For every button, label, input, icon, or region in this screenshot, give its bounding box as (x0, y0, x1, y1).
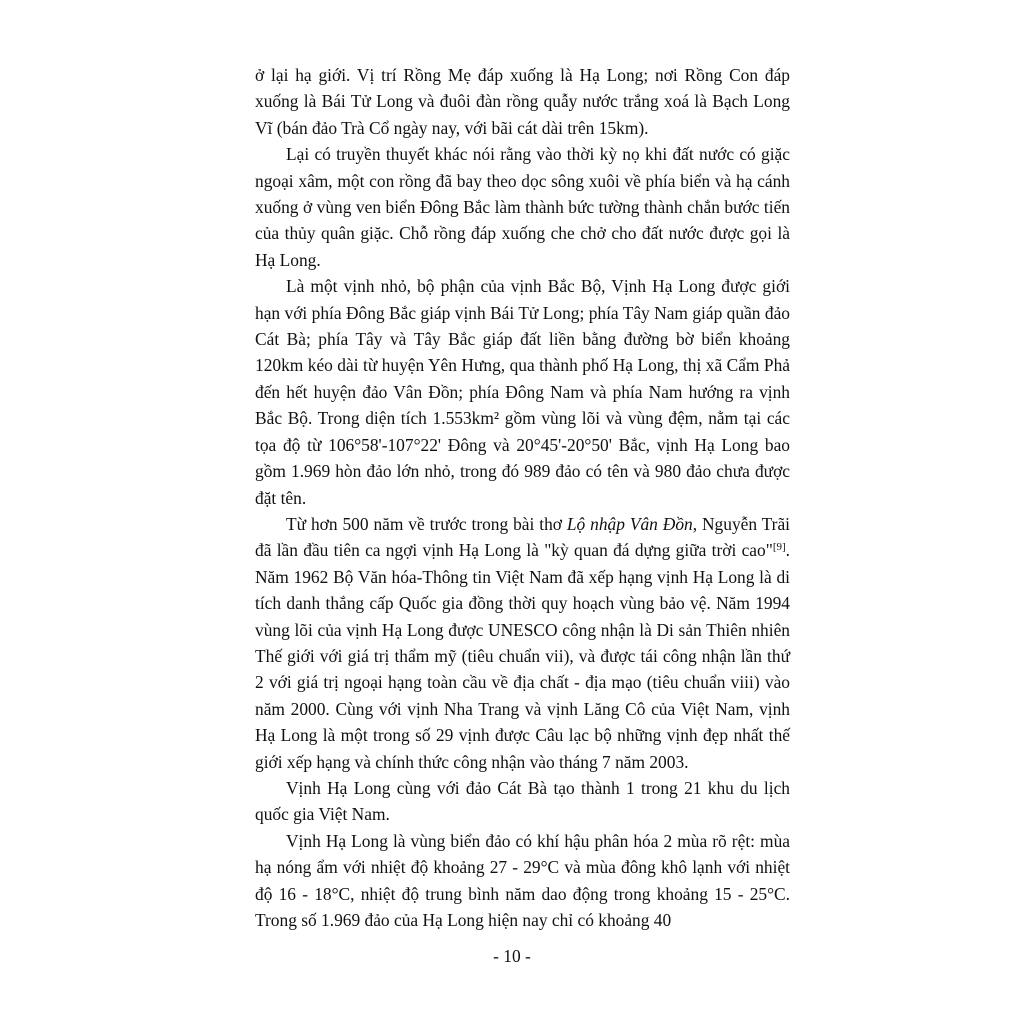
paragraph-geography: Là một vịnh nhỏ, bộ phận của vịnh Bắc Bộ, Vịnh Hạ Long được giới hạn với phía Đông Bắc giáp vịnh Bái Tử Long; phía Tây Nam giáp quần đảo Cát Bà; phía Tây và Tây Bắc giáp đất liền bằng đường bờ biển khoảng 120km kéo dài từ huyện Yên Hưng, qua thành phố Hạ Long, thị xã Cẩm Phả đến hết huyện đảo Vân Đồn; phía Đông Nam và phía Nam hướng ra vịnh Bắc Bộ. Trong diện tích 1.553km² gồm vùng lõi và vùng đệm, nằm tại các tọa độ từ 106°58'-107°22' Đông và 20°45'-20°50' Bắc, vịnh Hạ Long bao gồm 1.969 hòn đảo lớn nhỏ, trong đó 989 đảo có tên và 980 đảo chưa được đặt tên. (255, 276, 790, 508)
history-text-end: . Năm 1962 Bộ Văn hóa-Thông tin Việt Nam đã xếp hạng vịnh Hạ Long là di tích danh thắng cấp Quốc gia đồng thời quy hoạch vùng bảo vệ. Năm 1994 vùng lõi của vịnh Hạ Long được UNESCO công nhận là Di sản Thiên nhiên Thế giới với giá trị thẩm mỹ (tiêu chuẩn vii), và được tái công nhận lần thứ 2 với giá trị ngoại hạng toàn cầu về địa chất - địa mạo (tiêu chuẩn viii) vào năm 2000. Cùng với vịnh Nha Trang và vịnh Lăng Cô của Việt Nam, vịnh Hạ Long là một trong số 29 vịnh được Câu lạc bộ những vịnh đẹp nhất thế giới xếp hạng và chính thức công nhận vào tháng 7 năm 2003. (255, 540, 790, 772)
history-text-start: Từ hơn 500 năm về trước trong bài thơ (286, 513, 567, 534)
document-body (255, 62, 790, 933)
paragraph-legend: Lại có truyền thuyết khác nói rằng vào thời kỳ nọ khi đất nước có giặc ngoại xâm, một con rồng đã bay theo dọc sông xuôi về phía biển và hạ cánh xuống ở vùng ven biển Đông Bắc làm thành bức tường thành chắn bước tiến của thủy quân giặc. Chỗ rồng đáp xuống che chở cho đất nước được gọi là Hạ Long. (255, 144, 790, 270)
history-text-middle: , Nguyễn Trãi đã lần đầu tiên ca ngợi vịnh Hạ Long là "kỳ quan đá dựng giữa trời cao" (255, 513, 790, 561)
paragraph-dragon-landing: ở lại hạ giới. Vị trí Rồng Mẹ đáp xuống là Hạ Long; nơi Rồng Con đáp xuống là Bái Tử Long và đuôi đàn rồng quẫy nước trắng xoá là Bạch Long Vĩ (bán đảo Trà Cổ ngày nay, với bãi cát dài trên 15km). (255, 65, 790, 138)
paragraph-history (255, 511, 790, 775)
paragraph-climate: Vịnh Hạ Long là vùng biển đảo có khí hậu phân hóa 2 mùa rõ rệt: mùa hạ nóng ẩm với nhiệt độ khoảng 27 - 29°C và mùa đông khô lạnh với nhiệt độ 16 - 18°C, nhiệt độ trung bình năm dao động trong khoảng 15 - 25°C. Trong số 1.969 đảo của Hạ Long hiện nay chỉ có khoảng 40 (255, 830, 790, 930)
footnote-reference: [9] (772, 541, 786, 554)
page-number: - 10 - (493, 946, 531, 966)
poem-title: Lộ nhập Vân Đồn (566, 513, 693, 534)
paragraph-tourism: Vịnh Hạ Long cùng với đảo Cát Bà tạo thành 1 trong 21 khu du lịch quốc gia Việt Nam. (255, 777, 790, 825)
